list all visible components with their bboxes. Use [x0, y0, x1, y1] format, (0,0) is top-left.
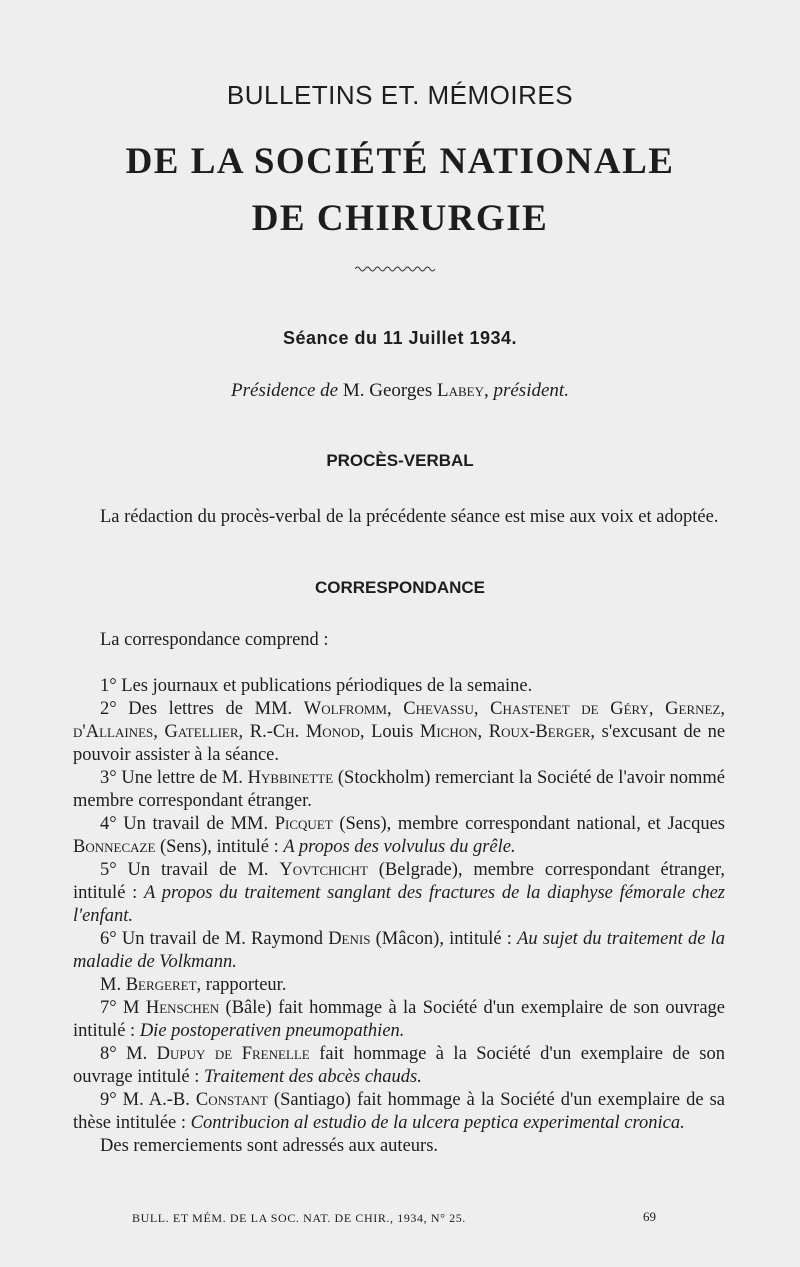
section-heading-correspondance: CORRESPONDANCE — [314, 578, 486, 597]
presidency-prefix: Présidence de — [231, 380, 339, 401]
presidency-suffix: président. — [493, 380, 569, 401]
list-item: 6° Un travail de M. Raymond Denis (Mâcon), intitulé : Au sujet du traitement de la maladie de Volkmann. — [73, 929, 726, 972]
footer-citation: BULL. ET MÉM. DE LA SOC. NAT. DE CHIR., 1934, N° 25. — [132, 1211, 466, 1225]
wavy-ornament — [355, 264, 435, 274]
president-name: Labey — [436, 380, 484, 401]
list-item: 1° Les journaux et publications périodiques de la semaine. — [100, 676, 533, 696]
journal-title-line-1: DE LA SOCIÉTÉ NATIONALE — [125, 141, 675, 182]
list-item: 2° Des lettres de MM. Wolfromm, Chevassu, Chastenet de Géry, Gernez, d'Allaines, Gatellier, R.-Ch. Monod, Louis Michon, Roux-Berger, s'excusant de ne pouvoir assister à la séance. — [73, 699, 726, 765]
list-item: 7° M Henschen (Bâle) fait hommage à la Société d'un exemplaire de son ouvrage intitulé : Die postoperativen pneumopathien. — [73, 998, 726, 1041]
journal-series-title: BULLETINS ET. MÉMOIRES — [226, 80, 574, 110]
list-item: 4° Un travail de MM. Picquet (Sens), membre correspondant national, et Jacques Bonnecaze (Sens), intitulé : A propos des volvulus du grêle. — [73, 814, 726, 857]
correspondance-intro: La correspondance comprend : — [100, 630, 329, 650]
list-item: 3° Une lettre de M. Hybbinette (Stockholm) remerciant la Société de l'avoir nommé membre correspondant étranger. — [73, 768, 725, 811]
correspondance-list — [73, 675, 725, 1158]
list-item: 8° M. Dupuy de Frenelle fait hommage à la Société d'un exemplaire de son ouvrage intitulé : Traitement des abcès chauds. — [73, 1044, 725, 1087]
page-number: 69 — [643, 1209, 656, 1224]
list-item: M. Bergeret, rapporteur. — [100, 975, 287, 995]
list-item: 5° Un travail de M. Yovtchicht (Belgrade), membre correspondant étranger, intitulé : A propos du traitement sanglant des fractures de la diaphyse fémorale chez l'enfant. — [73, 860, 725, 926]
section-heading-proces-verbal: PROCÈS-VERBAL — [326, 451, 474, 470]
list-item: 9° M. A.-B. Constant (Santiago) fait hommage à la Société d'un exemplaire de sa thèse intitulée : Contribucion al estudio de la ulcera peptica experimental cronica. — [73, 1090, 725, 1133]
presidency-line: Présidence de M. Georges Labey, président. — [231, 380, 569, 401]
closing-line: Des remerciements sont adressés aux auteurs. — [100, 1136, 439, 1156]
session-date: Séance du 11 Juillet 1934. — [282, 328, 518, 348]
president-title: M. Georges — [342, 380, 433, 401]
proces-verbal-paragraph: La rédaction du procès-verbal de la précédente séance est mise aux voix et adoptée. — [100, 507, 719, 527]
journal-title-line-2: DE CHIRURGIE — [251, 198, 549, 239]
